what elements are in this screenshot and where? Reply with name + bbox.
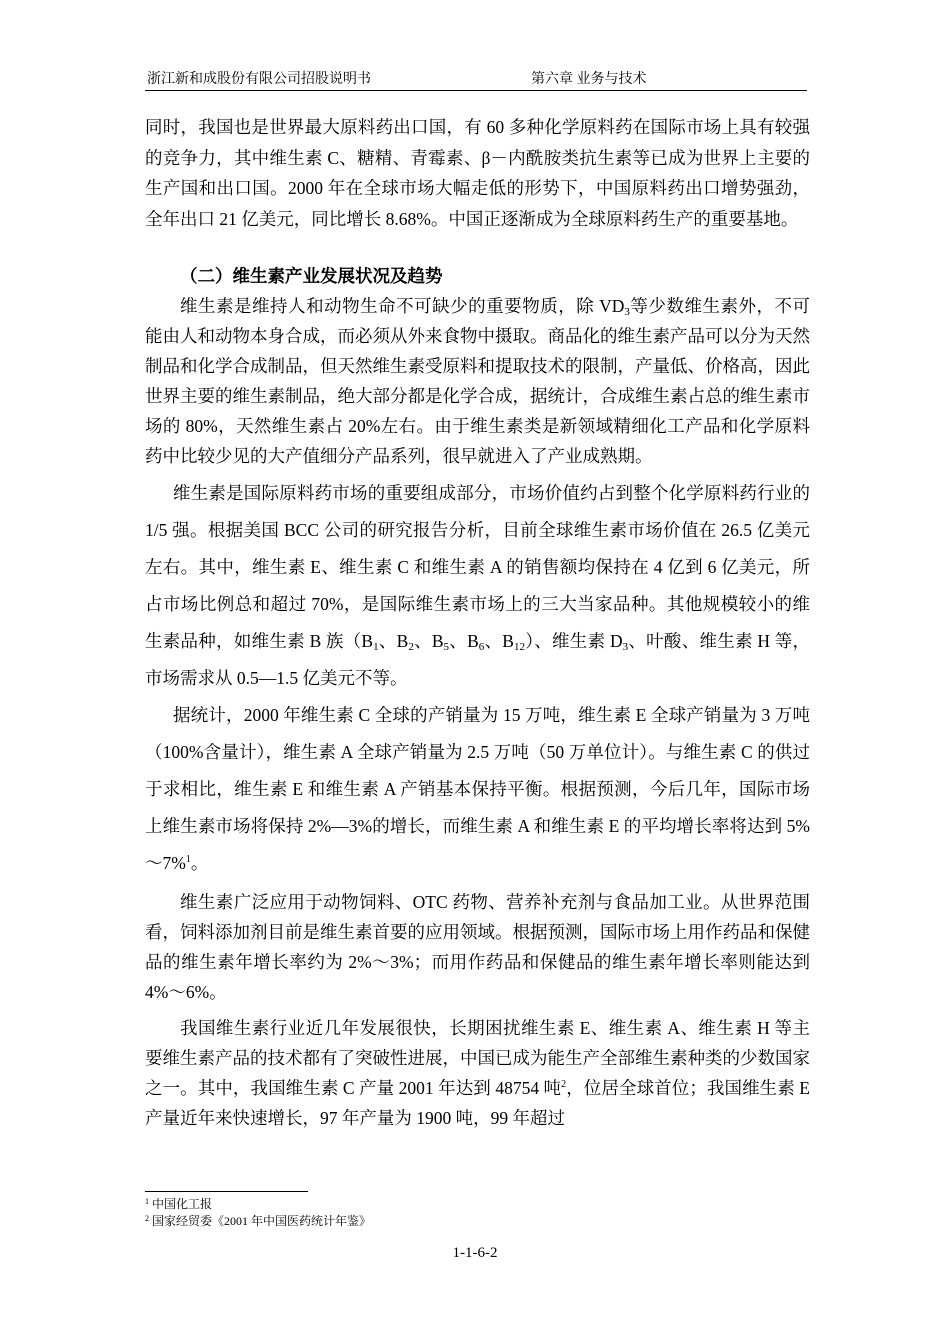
paragraph-1: 同时，我国也是世界最大原料药出口国，有 60 多种化学原料药在国际市场上具有较强的竞争力，其中维生素 C、糖精、青霉素、β－内酰胺类抗生素等已成为世界上主要的生产国和出口国。2000 年在全球市场大幅走低的形势下，中国原料药出口增势强劲，全年出口 21 亿美元，同比增长 8.68%。中国正逐渐成为全球原料药生产的重要基地。 — [145, 117, 810, 229]
body-text — [145, 112, 810, 1133]
footnotes — [145, 1196, 371, 1230]
footnote-1: $^1$ 中国化工报 — [145, 1197, 213, 1211]
page-header — [145, 64, 807, 91]
section-heading: （二）维生素产业发展状况及趋势 — [180, 266, 443, 286]
paragraph-6: 我国维生素行业近几年发展很快，长期困扰维生素 E、维生素 A、维生素 H 等主要维生素产品的技术都有了突破性进展，中国已成为能生产全部维生素种类的少数国家之一。其中，我国维生素 C 产量 2001 年达到 48754 吨$^2$，位居全球首位；我国维生素 E 产量近年来快速增长，97 年产量为 1900 吨，99 年超过 — [145, 1018, 810, 1128]
header-chapter-title: 第六章 业务与技术 — [531, 72, 647, 87]
footnote-divider — [145, 1191, 308, 1192]
paragraph-2: 维生素是维持人和动物生命不可缺少的重要物质，除 $VD_3$等少数维生素外，不可能由人和动物本身合成，而必须从外来食物中摄取。商品化的维生素产品可以分为天然制品和化学合成制品，但天然维生素受原料和提取技术的限制，产量低、价格高，因此世界主要的维生素制品，绝大部分都是化学合成，据统计，合成维生素占总的维生素市场的 80%，天然维生素占 20%左右。由于维生素类是新领域精细化工产品和化学原料药中比较少见的大产值细分产品系列，很早就进入了产业成熟期。 — [145, 296, 811, 466]
header-company-title: 浙江新和成股份有限公司招股说明书 — [147, 72, 371, 87]
paragraph-3: 维生素是国际原料药市场的重要组成部分，市场价值约占到整个化学原料药行业的 1/5 强。根据美国 BCC 公司的研究报告分析，目前全球维生素市场价值在 26.5 亿美元左右。其中，维生素 E、维生素 C 和维生素 A 的销售额均保持在 4 亿到 6 亿美元，所占市场比例总和超过 70%，是国际维生素市场上的三大当家品种。其他规模较小的维生素品种，如维生素 B 族（$B_1$、$B_2$、$B_5$、$B_6$、$B_{12}$）、维生素 $D_3$、叶酸、维生素 H 等，市场需求从 0.5—1.5 亿美元不等。 — [145, 483, 810, 688]
paragraph-5: 维生素广泛应用于动物饲料、OTC 药物、营养补充剂与食品加工业。从世界范围看，饲料添加剂目前是维生素首要的应用领域。根据预测，国际市场上用作药品和保健品的维生素年增长率约为 2%～3%；而用作药品和保健品的维生素年增长率则能达到 4%～6%。 — [145, 892, 810, 1002]
paragraph-4: 据统计，2000 年维生素 C 全球的产销量为 15 万吨，维生素 E 全球产销量为 3 万吨（100%含量计），维生素 A 全球产销量为 2.5 万吨（50 万单位计）。与维生素 C 的供过于求相比，维生素 E 和维生素 A 产销基本保持平衡。根据预测，今后几年，国际市场上维生素市场将保持 2%—3%的增长，而维生素 A 和维生素 E 的平均增长率将达到 5%～7%$^1$。 — [145, 705, 810, 873]
footnote-2: $^2$ 国家经贸委《2001 年中国医药统计年鉴》 — [145, 1214, 372, 1228]
page-number: 1-1-6-2 — [452, 1245, 498, 1261]
